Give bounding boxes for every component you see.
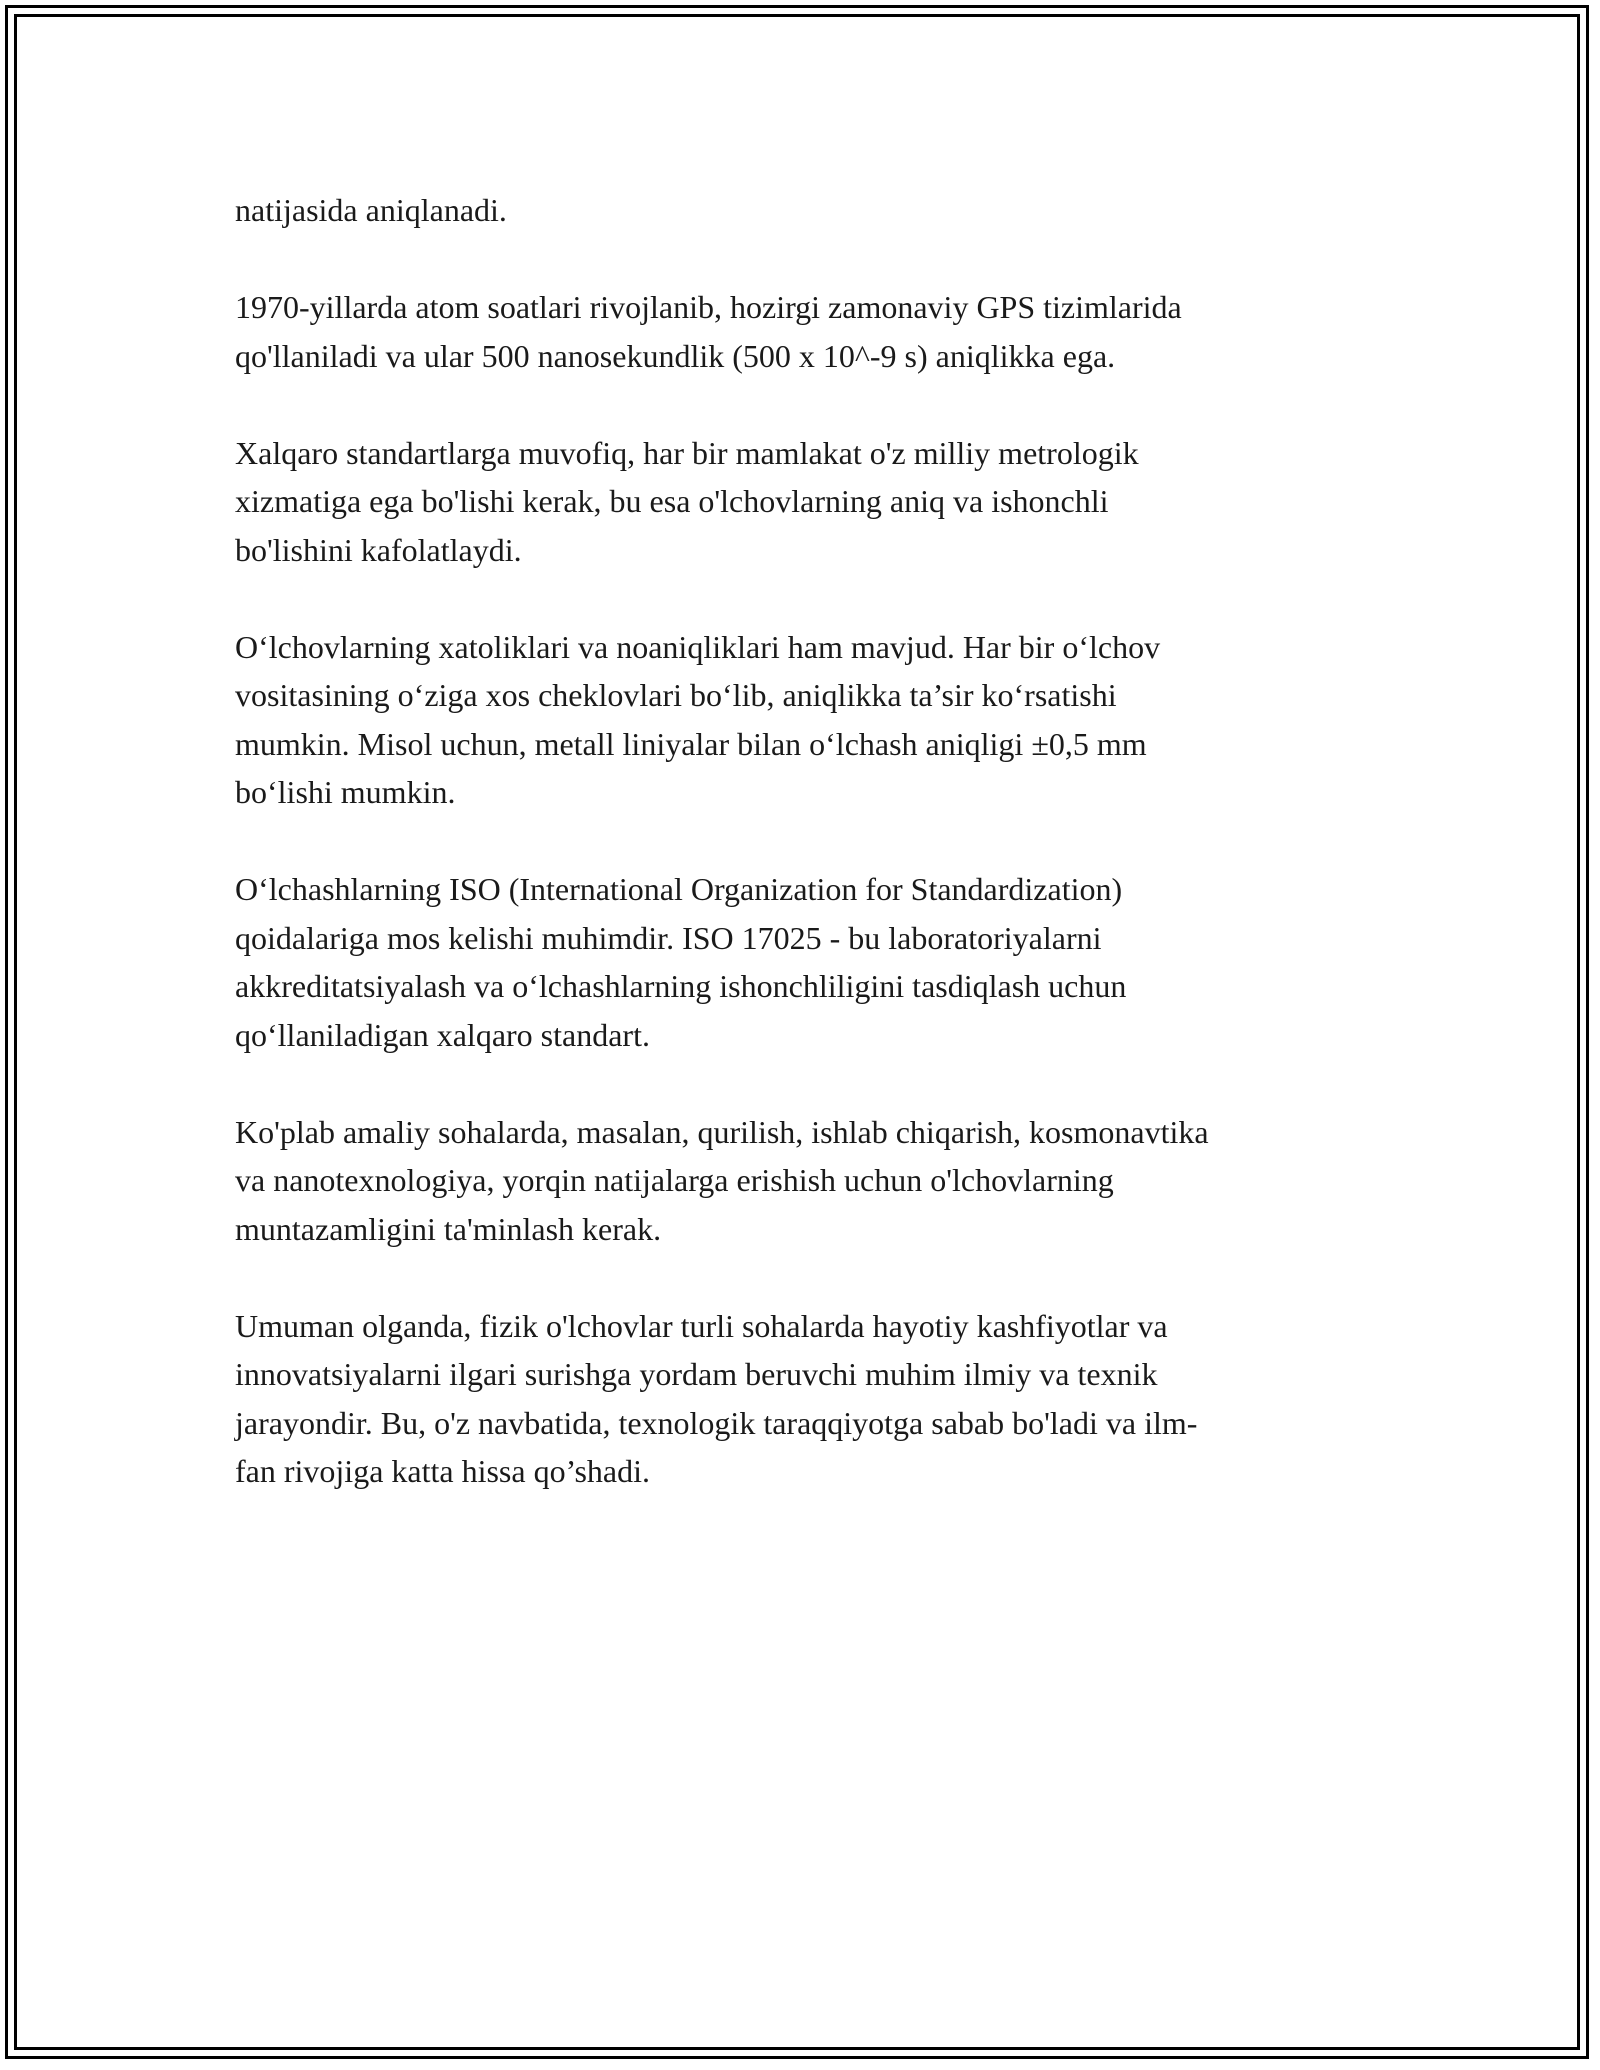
document-body: [235, 186, 1365, 1544]
paragraph-4: O‘lchovlarning xatoliklari va noaniqliklari ham mavjud. Har bir o‘lchov vositasining o‘ziga xos cheklovlari bo‘lib, aniqlikka ta’sir ko‘rsatishi mumkin. Misol uchun, metall liniyalar bilan o‘lchash aniqligi ±0,5 mm bo‘lishi mumkin.: [235, 628, 1161, 810]
paragraph-1: natijasida aniqlanadi.: [235, 192, 507, 228]
paragraph-2: 1970-yillarda atom soatlari rivojlanib, hozirgi zamonaviy GPS tizimlarida qo'llaniladi va ular 500 nanosekundlik (500 x 10^-9 s) aniqlikka ega.: [235, 289, 1182, 374]
paragraph-7: Umuman olganda, fizik o'lchovlar turli sohalarda hayotiy kashfiyotlar va innovatsiyalarni ilgari surishga yordam beruvchi muhim ilmiy va texnik jarayondir. Bu, o'z navbatida, texnologik taraqqiyotga sabab bo'ladi va ilm- fan rivojiga katta hissa qo’shadi.: [235, 1307, 1198, 1489]
paragraph-3: Xalqaro standartlarga muvofiq, har bir mamlakat o'z milliy metrologik xizmatiga ega bo'lishi kerak, bu esa o'lchovlarning aniq va ishonchli bo'lishini kafolatlaydi.: [235, 434, 1139, 568]
paragraph-6: Ko'plab amaliy sohalarda, masalan, qurilish, ishlab chiqarish, kosmonavtika va nanotexnologiya, yorqin natijalarga erishish uchun o'lchovlarning muntazamligini ta'minlash kerak.: [235, 1113, 1209, 1247]
paragraph-5: O‘lchashlarning ISO (International Organization for Standardization) qoidalariga mos kelishi muhimdir. ISO 17025 - bu laboratoriyalarni akkreditatsiyalash va o‘lchashlarning ishonchliligini tasdiqlash uchun qo‘llaniladigan xalqaro standart.: [235, 871, 1127, 1053]
